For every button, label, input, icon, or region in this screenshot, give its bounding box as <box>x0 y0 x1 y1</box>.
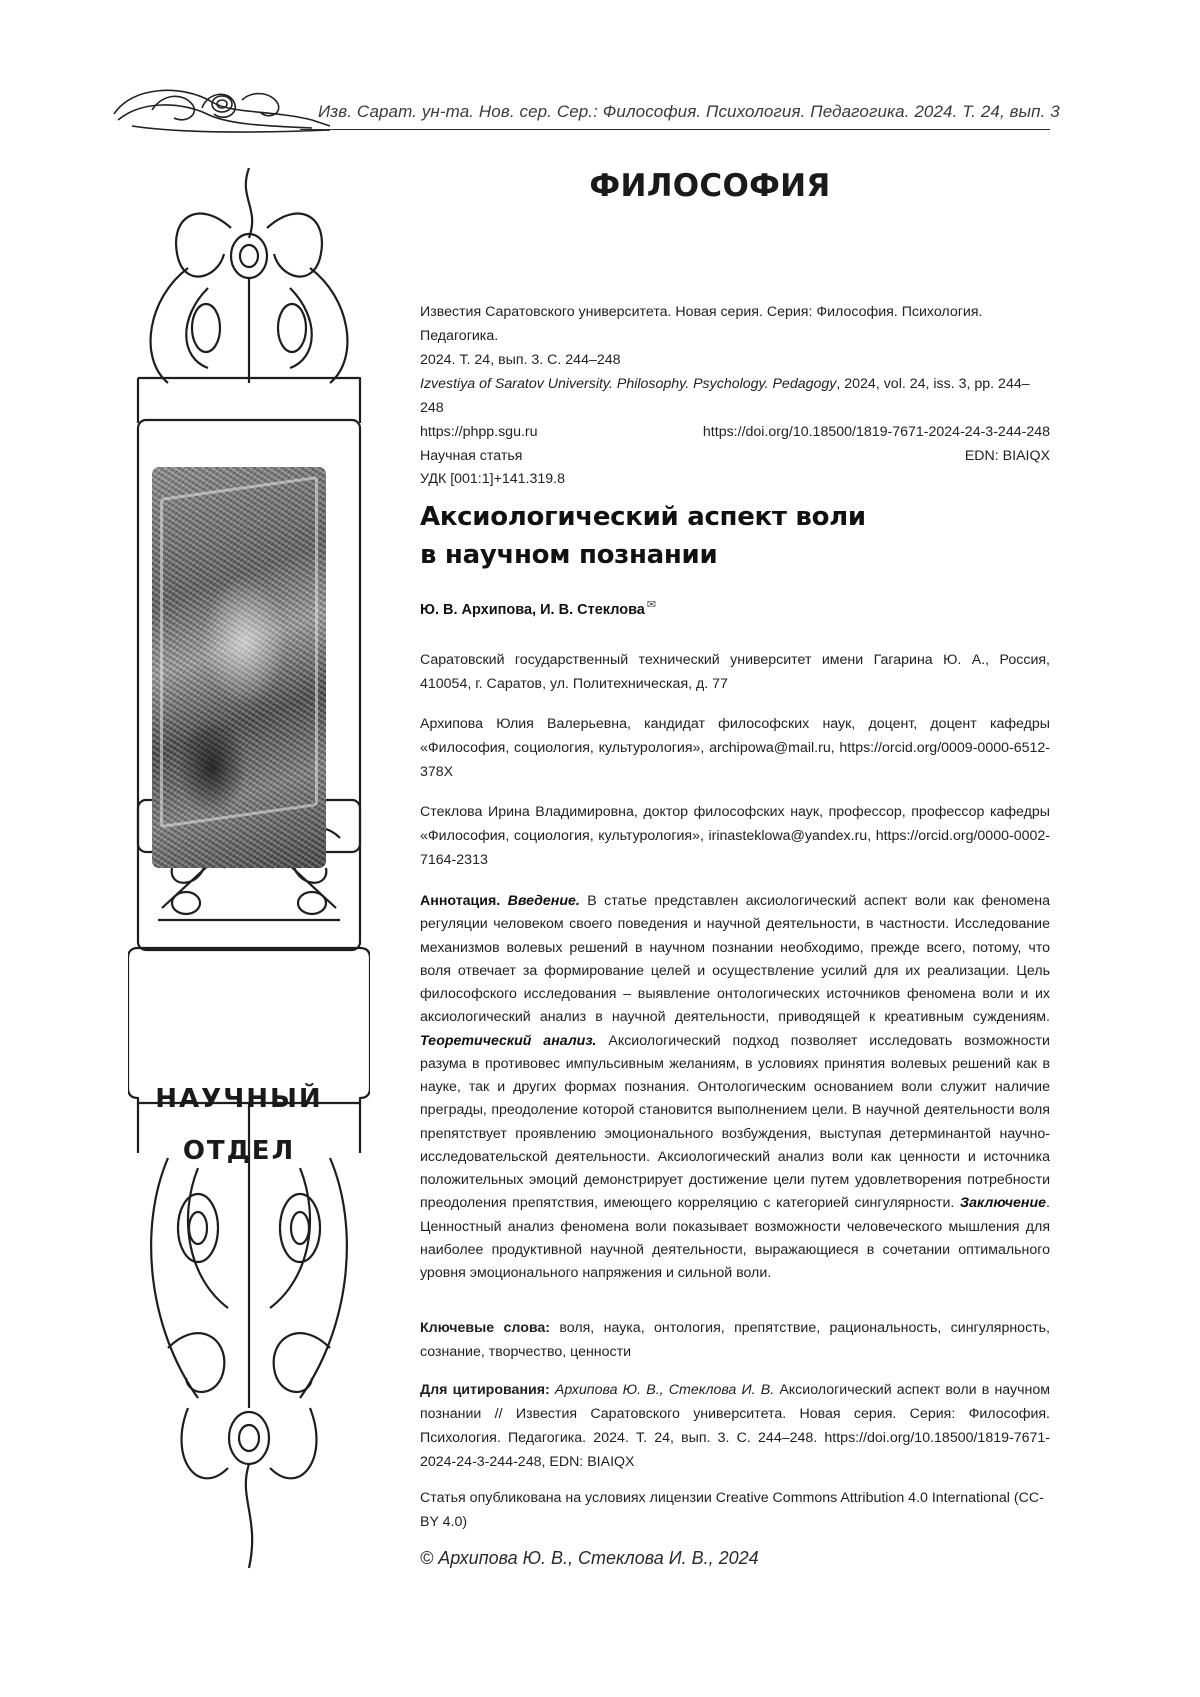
section-label <box>116 1073 362 1177</box>
meta-en-rest: , 2024, vol. 24, iss. 3, pp. 244–248 <box>420 376 1030 416</box>
article-title-line2: в научном познании <box>420 540 718 570</box>
abstract-theory-label: Теоретический анализ. <box>420 1032 597 1049</box>
abstract-conclusion-text: . Ценностный анализ феномена воли показывает возможности человеческого мышления для наиболее продуктивной научной деятельности, выражающиеся в сочетании оптимального уровня эмоционального напряжения и сильной воли. <box>420 1195 1050 1281</box>
author2-info: Стеклова Ирина Владимировна, доктор философских наук, профессор, профессор кафедры «Философия, социология, культурология», irinasteklowa@yandex.ru, https://orcid.org/0000-0002-7164-2313 <box>420 804 1050 868</box>
header-rule <box>300 129 1050 130</box>
meta-ru-line1: Известия Саратовского университета. Новая серия. Серия: Философия. Психология. Педагогика. <box>420 304 983 344</box>
authors <box>420 598 656 618</box>
meta-en-line <box>420 372 1050 420</box>
article-title <box>420 498 1050 574</box>
section-label-line1: НАУЧНЫЙ <box>155 1084 323 1114</box>
abstract-intro-label: Введение. <box>507 893 580 909</box>
journal-meta <box>420 300 1050 468</box>
article-type-udc <box>420 445 565 491</box>
side-ornament <box>128 168 370 1588</box>
meta-links-row <box>420 420 1050 444</box>
citation-text: Аксиологический аспект воли в научном познании // Известия Саратовского университета. Новая серия. Серия: Философия. Психология. Педагогика. 2024. Т. 24, вып. 3. С. 244–248. https://doi.org/10.18500/1819-7671-2024-24-3-244-248, EDN: BIAIQX <box>420 1382 1050 1470</box>
copyright: © Архипова Ю. В., Стеклова И. В., 2024 <box>420 1548 759 1568</box>
photo-frame-detail <box>160 476 318 828</box>
running-header: Изв. Сарат. ун-та. Нов. сер. Сер.: Философия. Психология. Педагогика. 2024. Т. 24, вып. 3 <box>318 102 1060 121</box>
citation-label: Для цитирования: <box>420 1382 550 1398</box>
portrait-photo <box>152 467 326 868</box>
doi-link[interactable]: https://doi.org/10.18500/1819-7671-2024-24-3-244-248 <box>702 424 1050 440</box>
site-link[interactable]: https://phpp.sgu.ru <box>420 424 538 440</box>
citation-authors: Архипова Ю. В., Стеклова И. В. <box>549 1382 775 1398</box>
abstract-conclusion-label: Заключение <box>960 1195 1047 1212</box>
affiliation: Саратовский государственный технический университет имени Гагарина Ю. А., Россия, 410054, г. Саратов, ул. Политехническая, д. 77 <box>420 652 1050 692</box>
header-ornament <box>112 80 332 140</box>
keywords <box>420 1316 1050 1364</box>
keywords-text: воля, наука, онтология, препятствие, рациональность, сингулярность, сознание, творчество, ценности <box>420 1320 1050 1360</box>
license: Статья опубликована на условиях лицензии Creative Commons Attribution 4.0 International (CC-BY 4.0) <box>420 1490 1044 1530</box>
abstract-theory-text: Аксиологический подход позволяет исследовать возможности разума в противовес импульсивным желаниям, в условиях принятия волевых решений как в науке, так и других формах познания. Онтологическим основанием воли служит наличие преграды, преодоление которой становится выполнением цели. В научной деятельности воля препятствует проявлению эмоционального возбуждения, выступая детерминантой научно-исследовательской деятельности. Аксиологический анализ воли как ценности и источника положительных эмоций демонстрирует достижение цели путем удовлетворения потребности преодоления препятствия, имеющего корреляцию с категорией сингулярности. <box>420 1032 1050 1212</box>
meta-ru-line2: 2024. Т. 24, вып. 3. С. 244–248 <box>420 352 621 368</box>
keywords-label: Ключевые слова: <box>420 1320 551 1336</box>
citation <box>420 1378 1050 1474</box>
meta-en-journal: Izvestiya of Saratov University. Philosophy. Psychology. Pedagogy <box>420 376 837 392</box>
author1-info: Архипова Юлия Валерьевна, кандидат философских наук, доцент, доцент кафедры «Философия, социология, культурология», archipowa@mail.ru, https://orcid.org/0009-0000-6512-378X <box>420 716 1050 780</box>
article-title-line1: Аксиологический аспект воли <box>420 502 866 532</box>
article-type: Научная статья <box>420 448 523 464</box>
abstract <box>420 890 1050 1285</box>
authors-names: Ю. В. Архипова, И. В. Стеклова <box>420 601 645 618</box>
section-label-line2: ОТДЕЛ <box>182 1136 296 1166</box>
abstract-label: Аннотация. <box>420 893 501 909</box>
udc: УДК [001:1]+141.319.8 <box>420 471 565 487</box>
abstract-intro-text: В статье представлен аксиологический аспект воли как феномена регуляции человеком своего поведения и научной деятельности, в частности. Исследование механизмов волевых решений в научном познании необходимо, прежде всего, потому, что воля отвечает за формирование целей и осуществление усилий для их реализации. Цель философского исследования – выявление онтологических источников феномена воли и их аксиологический анализ в научной деятельности, приводящей к креативным суждениям. <box>420 893 1050 1026</box>
section-title: ФИЛОСОФИЯ <box>589 168 831 204</box>
envelope-icon[interactable]: ✉ <box>646 599 657 611</box>
edn: EDN: BIAIQX <box>964 448 1050 464</box>
